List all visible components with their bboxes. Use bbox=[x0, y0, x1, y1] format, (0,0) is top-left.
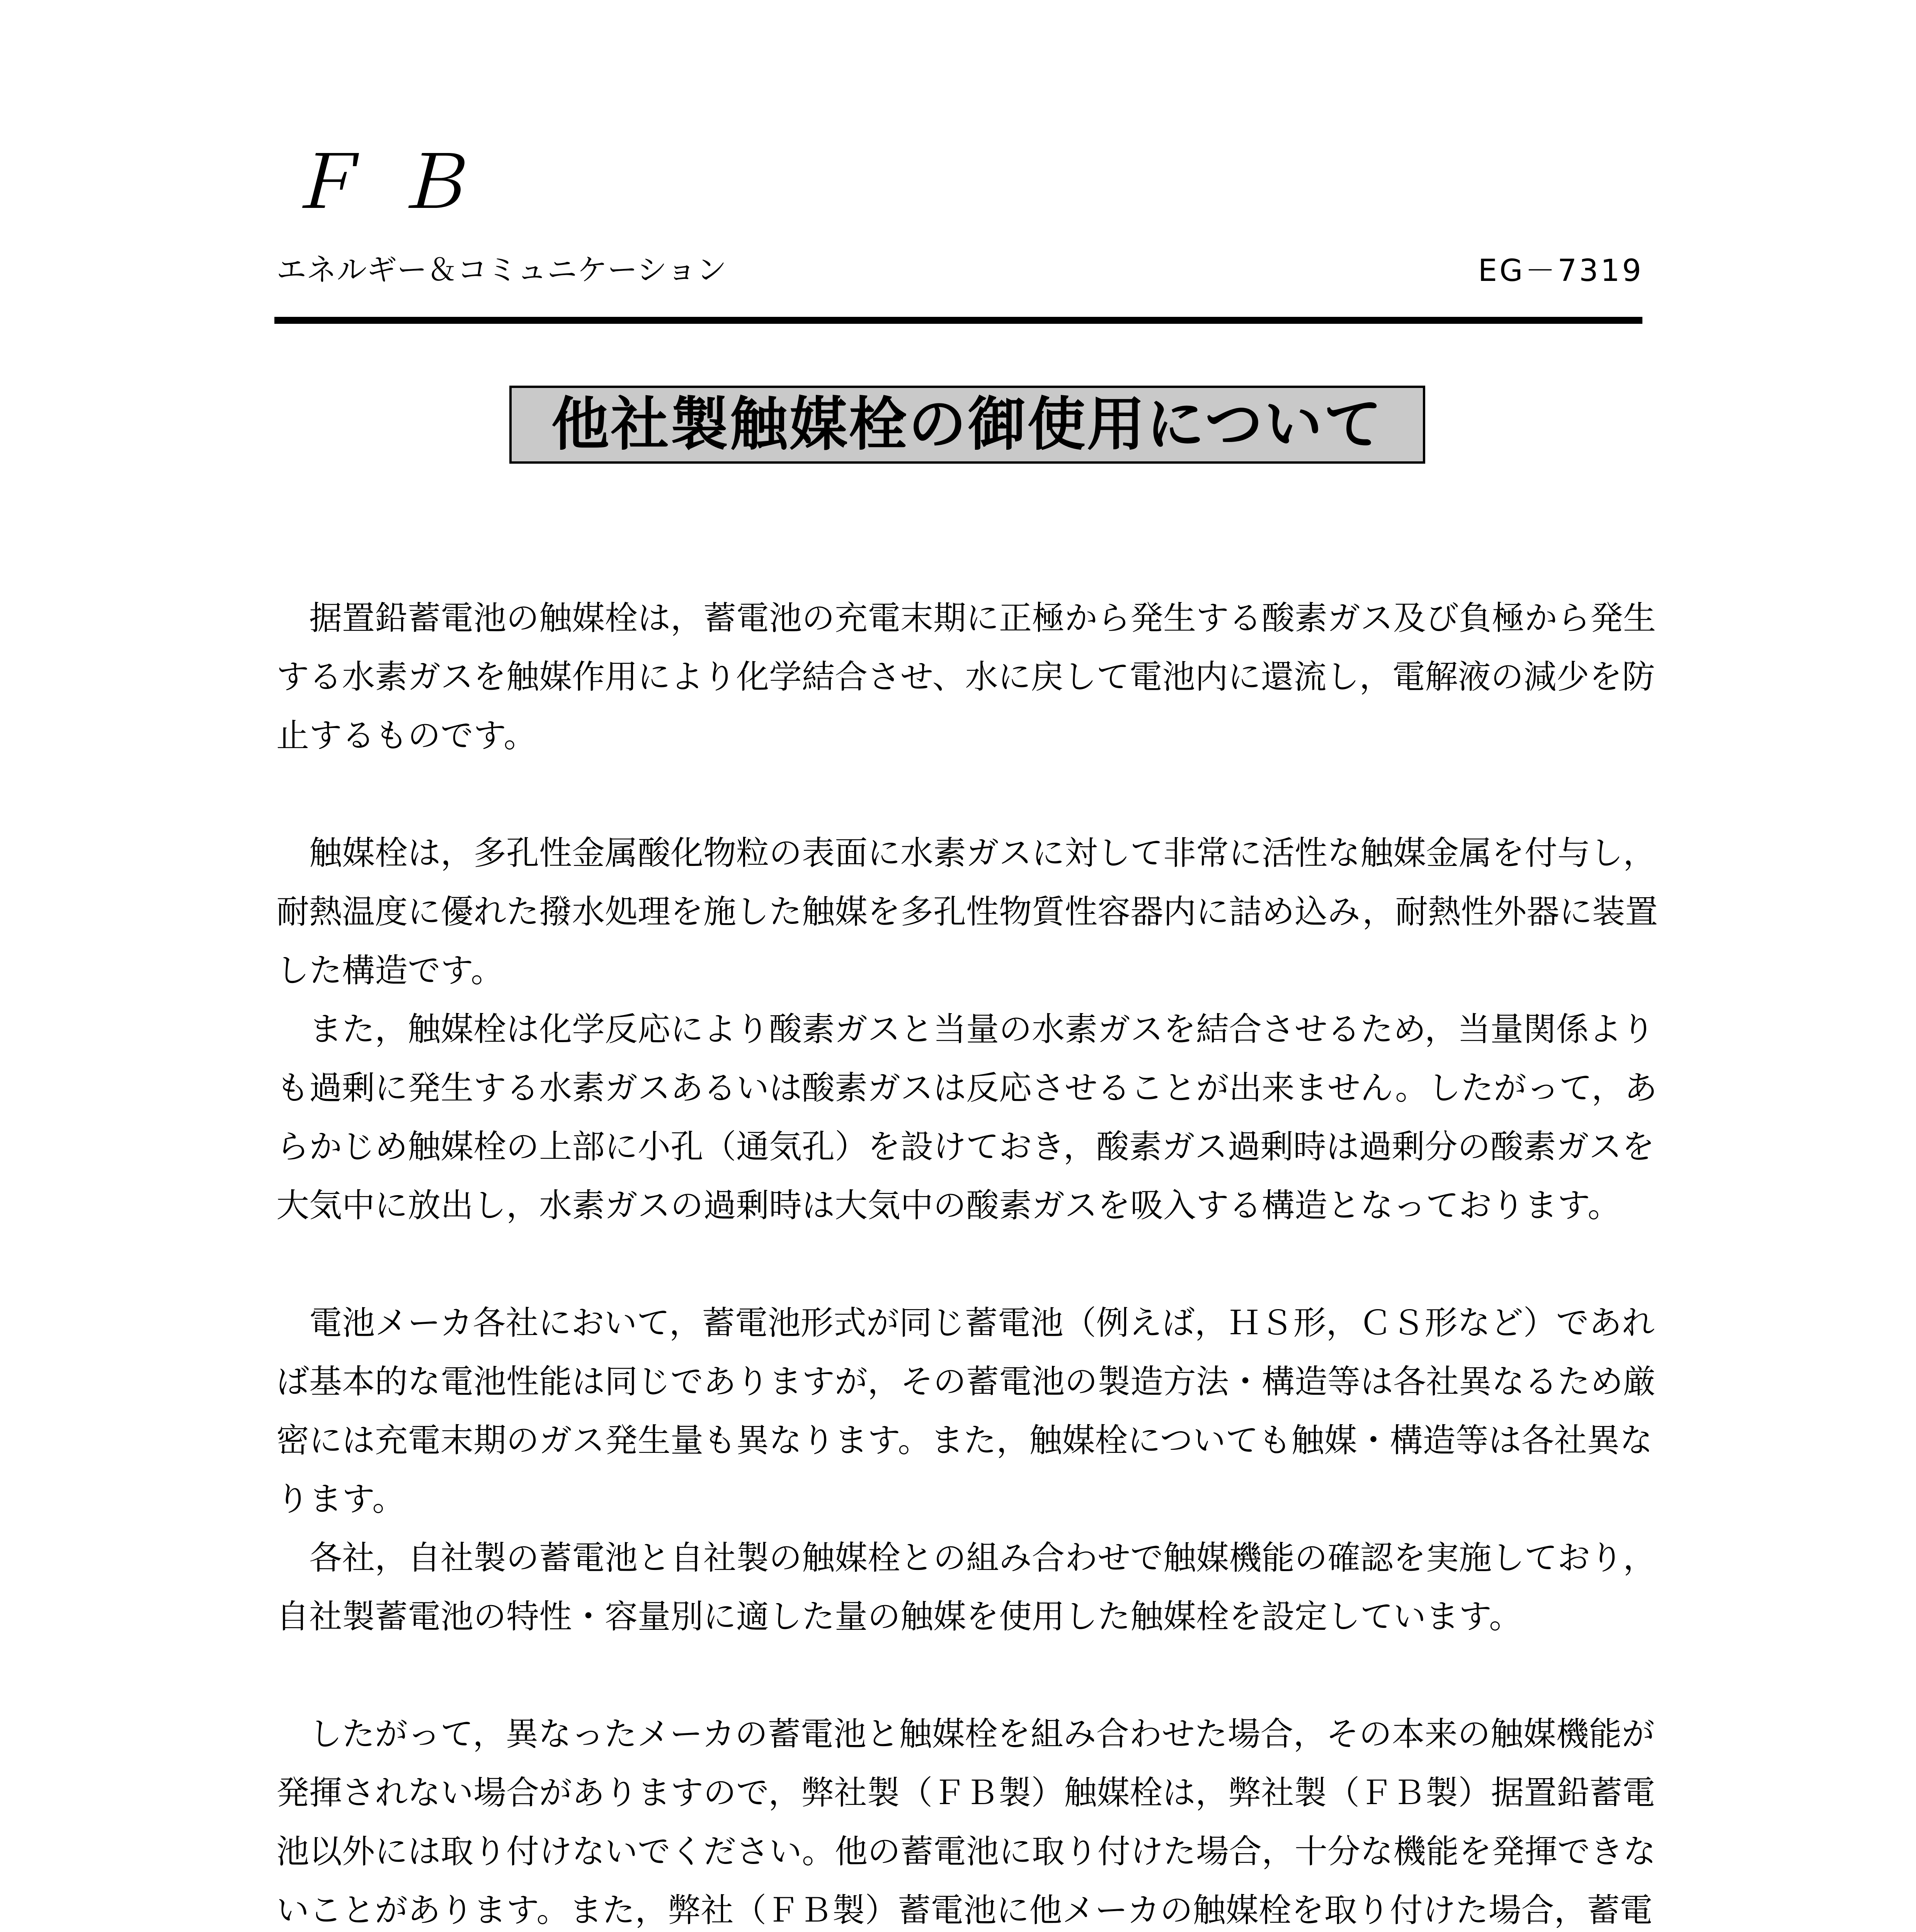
title-box bbox=[509, 386, 1425, 464]
brand-logo: ＦＢ bbox=[286, 143, 503, 224]
paragraph-usage-notice: したがって，異なったメーカの蓄電池と触媒栓を組み合わせた場合，その本来の触媒機能が発揮されない場合がありますので，弊社製（ＦＢ製）触媒栓は，弊社製（ＦＢ製）据置鉛蓄電池以外には取り付けないでください。他の蓄電池に取り付けた場合，十分な機能を発揮できないことがあります。また，弊社（ＦＢ製）蓄電池に他メーカの触媒栓を取り付けた場合，蓄電 bbox=[276, 1715, 1656, 1930]
document-body bbox=[276, 589, 1660, 1932]
division-name: エネルギー＆コミュニケーション bbox=[276, 253, 727, 287]
paragraph-gas-balance: また，触媒栓は化学反応により酸素ガスと当量の水素ガスを結合させるため，当量関係よりも過剰に発生する水素ガスあるいは酸素ガスは反応させることが出来ません。したがって，あらかじめ触媒栓の上部に小孔（通気孔）を設けておき，酸素ガス過剰時は過剰分の酸素ガスを大気中に放出し，水素ガスの過剰時は大気中の酸素ガスを吸入する構造となっております。 bbox=[276, 1010, 1657, 1225]
paragraph-catalyst-plug-structure: 触媒栓は，多孔性金属酸化物粒の表面に水素ガスに対して非常に活性な触媒金属を付与し，耐熱温度に優れた撥水処理を施した触媒を多孔性物質性容器内に詰め込み，耐熱性外器に装置した構造です。 bbox=[276, 834, 1658, 990]
paragraph-own-combination: 各社，自社製の蓄電池と自社製の触媒栓との組み合わせで触媒機能の確認を実施しており，自社製蓄電池の特性・容量別に適した量の触媒を使用した触媒栓を設定しています。 bbox=[276, 1539, 1656, 1636]
header-rule bbox=[274, 317, 1642, 324]
document-number: EG－7319 bbox=[1478, 253, 1644, 288]
paragraph-catalyst-plug-purpose: 据置鉛蓄電池の触媒栓は，蓄電池の充電末期に正極から発生する酸素ガス及び負極から発生する水素ガスを触媒作用により化学結合させ、水に戻して電池内に還流し，電解液の減少を防止するものです。 bbox=[276, 599, 1656, 755]
paragraph-manufacturer-differences: 電池メーカ各社において，蓄電池形式が同じ蓄電池（例えば，ＨＳ形，ＣＳ形など）であれば基本的な電池性能は同じでありますが，その蓄電池の製造方法・構造等は各社異なるため厳密には充電末期のガス発生量も異なります。また，触媒栓についても触媒・構造等は各社異なります。 bbox=[276, 1304, 1656, 1519]
page-title: 他社製触媒栓の御使用について bbox=[551, 391, 1383, 458]
